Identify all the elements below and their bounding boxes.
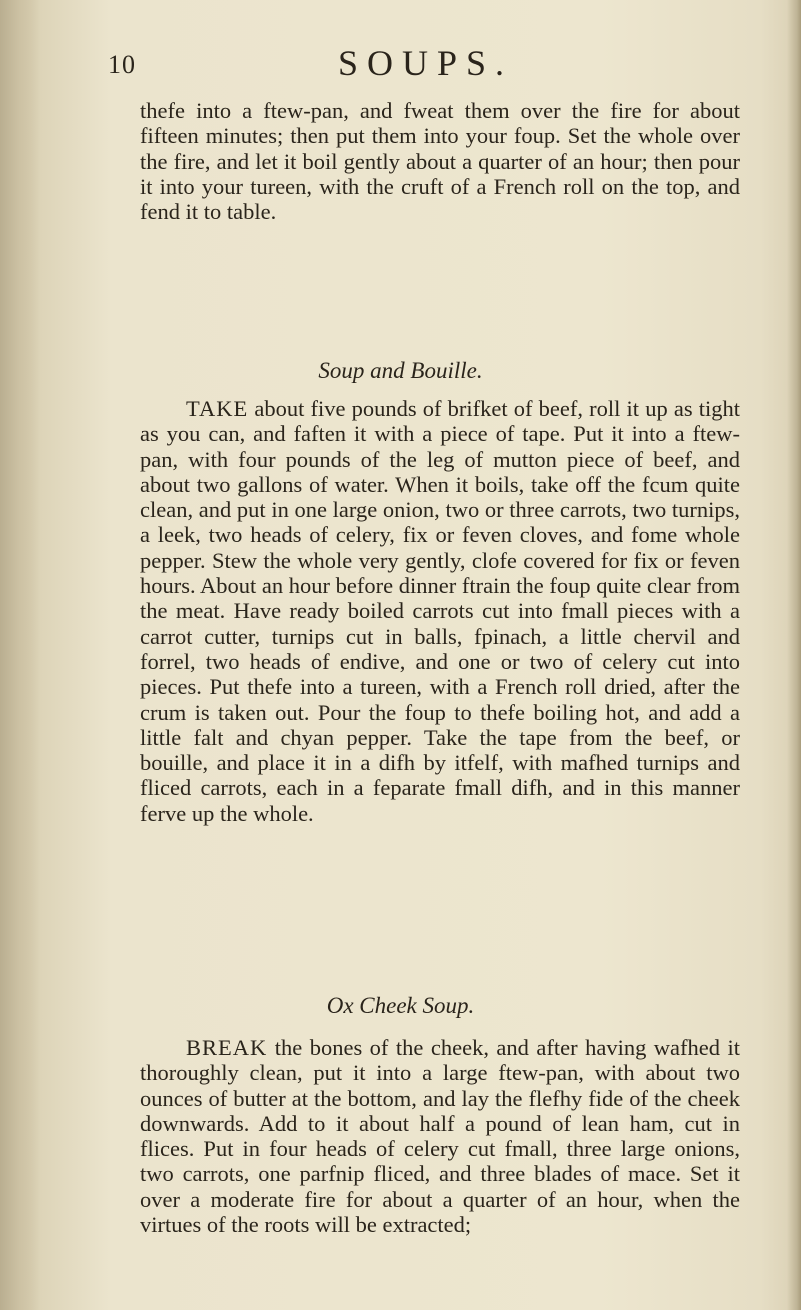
page-header [108, 42, 688, 90]
paragraph-first-word: BREAK [186, 1035, 268, 1060]
page-number: 10 [108, 50, 136, 79]
paragraph-first-word: TAKE [186, 396, 249, 421]
paragraph-ox-cheek-soup [140, 1035, 740, 1237]
page-gutter-shadow [0, 0, 40, 1310]
running-head: SOUPS. [338, 43, 514, 83]
paragraph-continued: thefe into a ftew-pan, and fweat them over the fire for about fifteen minutes; then put them into your foup. Set the whole over the fire, and let it boil gently about a quarter of an hour; then pour it into your tureen, with the cruft of a French roll on the top, and fend it to table. [140, 98, 740, 225]
paragraph-body: the bones of the cheek, and after having wafhed it thoroughly clean, put it into a large ftew-pan, with about two ounces of butter at the bottom, and lay the flefhy fide of the cheek downwards. Add to it about half a pound of lean ham, cut in flices. Put in four heads of celery cut fmall, three large onions, two carrots, one parfnip fliced, and three blades of mace. Set it over a moderate fire for about a quarter of an hour, when the virtues of the roots will be extracted; [140, 1035, 740, 1238]
paragraph-body: about five pounds of brifket of beef, roll it up as tight as you can, and faften it with a piece of tape. Put it into a ftew-pan, with four pounds of the leg of mutton piece of beef, and about two gallons of water. When it boils, take off the fcum quite clean, and put in one large onion, two or three carrots, two turnips, a leek, two heads of celery, fix or feven cloves, and fome whole pepper. Stew the whole very gently, clofe covered for fix or feven hours. About an hour before dinner ftrain the foup quite clear from the meat. Have ready boiled carrots cut into fmall pieces with a carrot cutter, turnips cut in balls, fpinach, a little chervil and forrel, two heads of endive, and one or two of celery cut into pieces. Put thefe into a tureen, with a French roll dried, after the crum is taken out. Pour the foup to thefe boiling hot, and add a little falt and chyan pepper. Take the tape from the beef, or bouille, and place it in a difh by itfelf, with mafhed turnips and fliced carrots, each in a feparate fmall difh, and in this manner ferve up the whole. [140, 396, 740, 826]
page-edge-shadow [787, 0, 801, 1310]
section-heading-ox-cheek-soup: Ox Cheek Soup. [326, 993, 475, 1018]
paragraph-soup-and-bouille [140, 396, 740, 826]
section-heading-soup-and-bouille: Soup and Bouille. [318, 358, 483, 383]
